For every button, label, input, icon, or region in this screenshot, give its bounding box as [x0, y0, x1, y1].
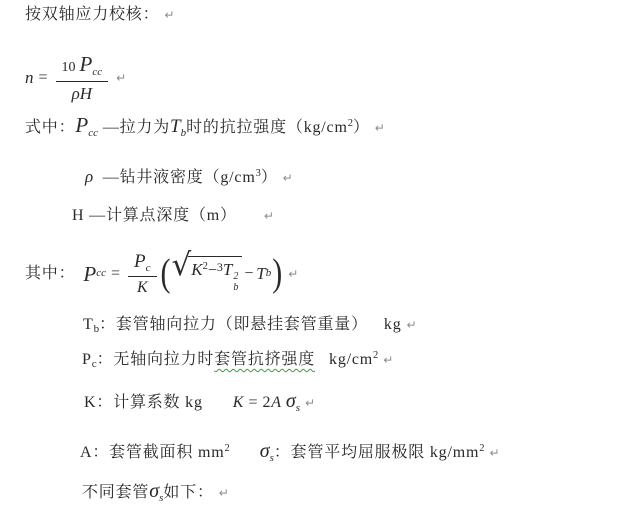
- return-mark: ↵: [489, 446, 500, 460]
- var-K: K: [136, 279, 148, 297]
- def-pc-line: [82, 349, 393, 372]
- subscript-cc: cc: [92, 66, 103, 79]
- fraction-denominator: [137, 277, 148, 298]
- formula-n-fraction: [56, 51, 109, 105]
- subscript-c: c: [145, 261, 151, 274]
- return-mark: ↵: [383, 353, 394, 367]
- var-rho: ρ: [71, 83, 80, 103]
- var-P: P: [82, 351, 92, 368]
- var-sigma: σ: [259, 440, 270, 462]
- superscript-2: 2: [347, 118, 353, 129]
- coefficient-2: 2: [262, 394, 272, 411]
- colon: ：: [273, 444, 291, 461]
- where-pcc-line: [25, 112, 385, 141]
- where-pcc-text3: ）: [352, 119, 370, 136]
- where-h-line: [72, 206, 274, 226]
- equals-sign: =: [111, 265, 121, 282]
- minus-sign: −: [207, 262, 217, 279]
- var-sigma: σ: [149, 480, 160, 502]
- def-a-text: A：套管截面积 mm: [80, 444, 225, 461]
- subscript-s: s: [159, 492, 164, 504]
- formula-pcc-label: 其中：: [25, 265, 76, 282]
- return-mark: ↵: [282, 171, 293, 185]
- return-mark: ↵: [406, 318, 417, 332]
- var-A: A: [271, 394, 282, 411]
- var-H: H: [79, 83, 93, 103]
- return-mark: ↵: [288, 266, 299, 281]
- unit-kg-cm: kg/cm: [329, 351, 374, 368]
- radicand: [188, 256, 242, 293]
- return-mark: ↵: [263, 209, 274, 223]
- square-root: [171, 247, 243, 293]
- where-rho-close: ）: [260, 169, 278, 186]
- subscript-cc: cc: [96, 267, 106, 280]
- subscript-s: s: [295, 402, 301, 414]
- colon: ：: [96, 351, 114, 368]
- formula-n: [25, 50, 126, 106]
- var-P: P: [83, 261, 97, 286]
- minus-sign: −: [244, 265, 255, 282]
- subscript-c: c: [91, 358, 97, 370]
- heading-text: 按双轴应力校核：: [25, 6, 160, 23]
- subscript-b: b: [93, 323, 100, 335]
- def-k-line: [84, 389, 315, 416]
- where-pcc-text2: 时的抗拉强度（kg/cm: [186, 119, 348, 136]
- closing-line: [82, 479, 229, 506]
- subscript-b: b: [233, 281, 239, 293]
- spellcheck-underlined-text: 套管抗挤强度: [214, 351, 316, 368]
- var-T: T: [170, 116, 181, 137]
- where-h-text: H —计算点深度（m）: [72, 207, 237, 224]
- var-K: K: [232, 394, 244, 411]
- def-k-text: K：计算系数 kg: [84, 394, 203, 411]
- formula-n-lhs: n: [25, 68, 34, 88]
- superscript-3: 3: [255, 168, 261, 179]
- superscript-2: 2: [224, 443, 230, 454]
- radical-sign: √: [171, 247, 192, 283]
- var-T: T: [256, 264, 266, 284]
- var-sigma: σ: [285, 390, 296, 412]
- return-mark: ↵: [374, 121, 385, 135]
- subscript-b: b: [180, 127, 187, 139]
- open-paren: (: [160, 251, 171, 295]
- var-rho: ρ: [85, 167, 94, 186]
- coefficient-3: 3: [216, 260, 223, 274]
- formula-pcc-fraction: [128, 250, 157, 299]
- equals-sign: =: [38, 69, 48, 86]
- var-T: T: [83, 316, 94, 333]
- closing-text: 不同套管: [82, 484, 150, 501]
- equals-sign: =: [248, 394, 258, 411]
- coefficient-10: 10: [61, 60, 76, 76]
- var-P: P: [134, 250, 146, 272]
- def-tb-line: [83, 315, 417, 337]
- return-mark: ↵: [116, 70, 127, 85]
- subscript-cc: cc: [88, 127, 98, 139]
- where-rho-text: —钻井液密度（g/cm: [102, 169, 256, 186]
- formula-n-numerator: [56, 51, 109, 82]
- where-pcc-text1: —拉力为: [102, 119, 171, 136]
- unit-kg: kg: [383, 316, 402, 333]
- formula-pcc: [25, 247, 298, 301]
- def-sigma-text: 套管平均屈服极限: [290, 444, 426, 461]
- superscript-2: 2: [233, 271, 239, 282]
- def-a-line: [80, 439, 500, 466]
- unit-kg-mm: kg/mm: [425, 444, 480, 461]
- var-P: P: [75, 113, 89, 137]
- close-paren: ): [272, 251, 283, 295]
- var-T: T: [222, 260, 233, 279]
- return-mark: ↵: [305, 396, 316, 410]
- return-mark: ↵: [218, 486, 229, 500]
- closing-text2: 如下：: [163, 484, 214, 501]
- heading-line: [25, 5, 174, 25]
- superscript-2: 2: [479, 443, 485, 454]
- formula-n-denominator: [72, 82, 92, 105]
- return-mark: ↵: [164, 8, 175, 22]
- where-rho-line: [85, 166, 293, 188]
- fraction-numerator: [128, 250, 157, 278]
- var-K: K: [191, 260, 203, 279]
- var-P: P: [79, 52, 93, 77]
- subscript-s: s: [269, 452, 274, 464]
- def-pc-text: 无轴向拉力时: [113, 351, 215, 368]
- where-label: 式中：: [25, 119, 76, 136]
- colon: ：: [99, 316, 116, 333]
- superscript-2: 2: [373, 350, 379, 361]
- superscript-2: 2: [202, 261, 208, 272]
- stacked-sup-sub: [233, 272, 238, 293]
- subscript-b: b: [265, 267, 272, 280]
- def-tb-text: 套管轴向拉力（即悬挂套管重量）: [115, 316, 368, 333]
